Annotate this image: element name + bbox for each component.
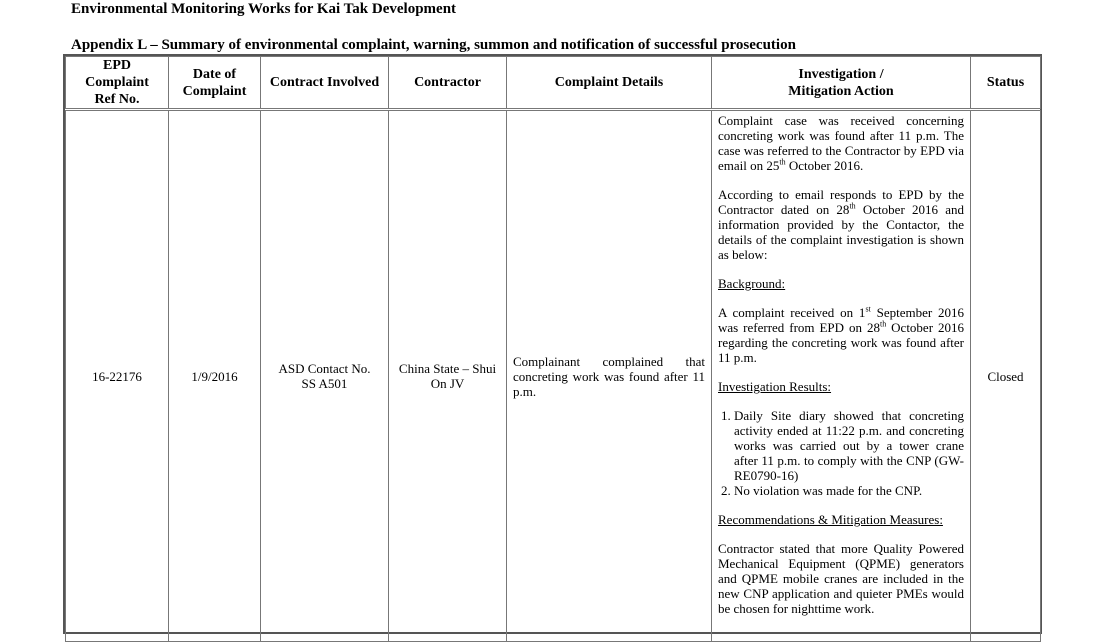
complaint-summary-table [65,56,1041,642]
background-heading: Background: [718,276,786,291]
header-date-line1: Date of [192,66,237,82]
header-status: Status [971,57,1041,110]
invest-p2-tail: October 2016 and information provided by the Contactor, the details of the complaint investigation is shown as below: [718,202,964,262]
invest-p1-sup: th [779,157,786,167]
results-list [718,408,964,498]
header-row [66,57,1041,110]
header-complaint-details: Complaint Details [507,57,712,110]
invest-p2-sup: th [849,201,856,211]
cell-contract [261,110,389,642]
invest-p1-tail: October 2016. [785,158,864,173]
invest-p3-text: A complaint received on 1 [718,305,866,320]
cell-contractor-line1: China State – Shui [398,361,497,376]
results-heading: Investigation Results: [718,379,832,394]
investigation-content [718,113,964,616]
invest-paragraph-2 [718,187,964,262]
table-row [66,110,1041,642]
header-contract: Contract Involved [261,57,389,110]
cell-investigation [712,110,971,642]
invest-p1-text: Complaint case was received concerning concreting work was found after 11 p.m. The case was referred to the Contractor by EPD via email on 25 [718,113,964,173]
cell-complaint-details: Complainant complained that concreting work was found after 11 p.m. [507,110,712,642]
list-item: 1. Daily Site diary showed that concreting activity ended at 11:22 p.m. and concreting works was carried out by a tower crane after 11 p.m. to comply with the CNP (GW-RE0790-16) [734,408,964,483]
complaint-table-frame [63,54,1042,634]
invest-paragraph-1 [718,113,964,173]
header-ref-line1: EPD [103,58,131,73]
header-ref-line3: Ref No. [94,92,140,107]
invest-p3-sup2: th [879,319,887,329]
cell-ref-no: 16-22176 [66,110,169,642]
header-ref-line2: Complaint [85,75,149,90]
list-item: 2. No violation was made for the CNP. [734,483,964,498]
document-title: Environmental Monitoring Works for Kai Tak Development [71,1,457,17]
cell-contract-line2: SS A501 [301,376,348,391]
cell-contractor-line2: On JV [430,376,465,391]
invest-p2-text: According to email responds to EPD by the Contractor dated on 28 [718,187,964,217]
invest-paragraph-3 [718,305,964,365]
invest-p3-mid: September 2016 was referred from EPD on 28 [718,305,964,335]
header-investigation [712,57,971,110]
header-invest-line2: Mitigation Action [788,83,894,99]
header-ref-no [66,57,169,110]
header-date [169,57,261,110]
invest-paragraph-4: Contractor stated that more Quality Powered Mechanical Equipment (QPME) generators and QPME mobile cranes are included in the new CNP application and quieter PMEs would be chosen for nighttime work. [718,541,964,616]
cell-contract-line1: ASD Contact No. [278,361,371,376]
cell-status: Closed [971,110,1041,642]
recommendations-heading: Recommendations & Mitigation Measures: [718,512,943,527]
table-header [66,57,1041,110]
header-contractor: Contractor [389,57,507,110]
appendix-title: Appendix L – Summary of environmental complaint, warning, summon and notification of successful prosecution [71,37,796,53]
invest-p3-tail: October 2016 regarding the concreting work was found after 11 p.m. [718,320,964,365]
header-invest-line1: Investigation / [798,66,884,82]
cell-contractor [389,110,507,642]
cell-date: 1/9/2016 [169,110,261,642]
header-date-line2: Complaint [182,83,247,99]
invest-p3-sup1: st [865,304,871,314]
